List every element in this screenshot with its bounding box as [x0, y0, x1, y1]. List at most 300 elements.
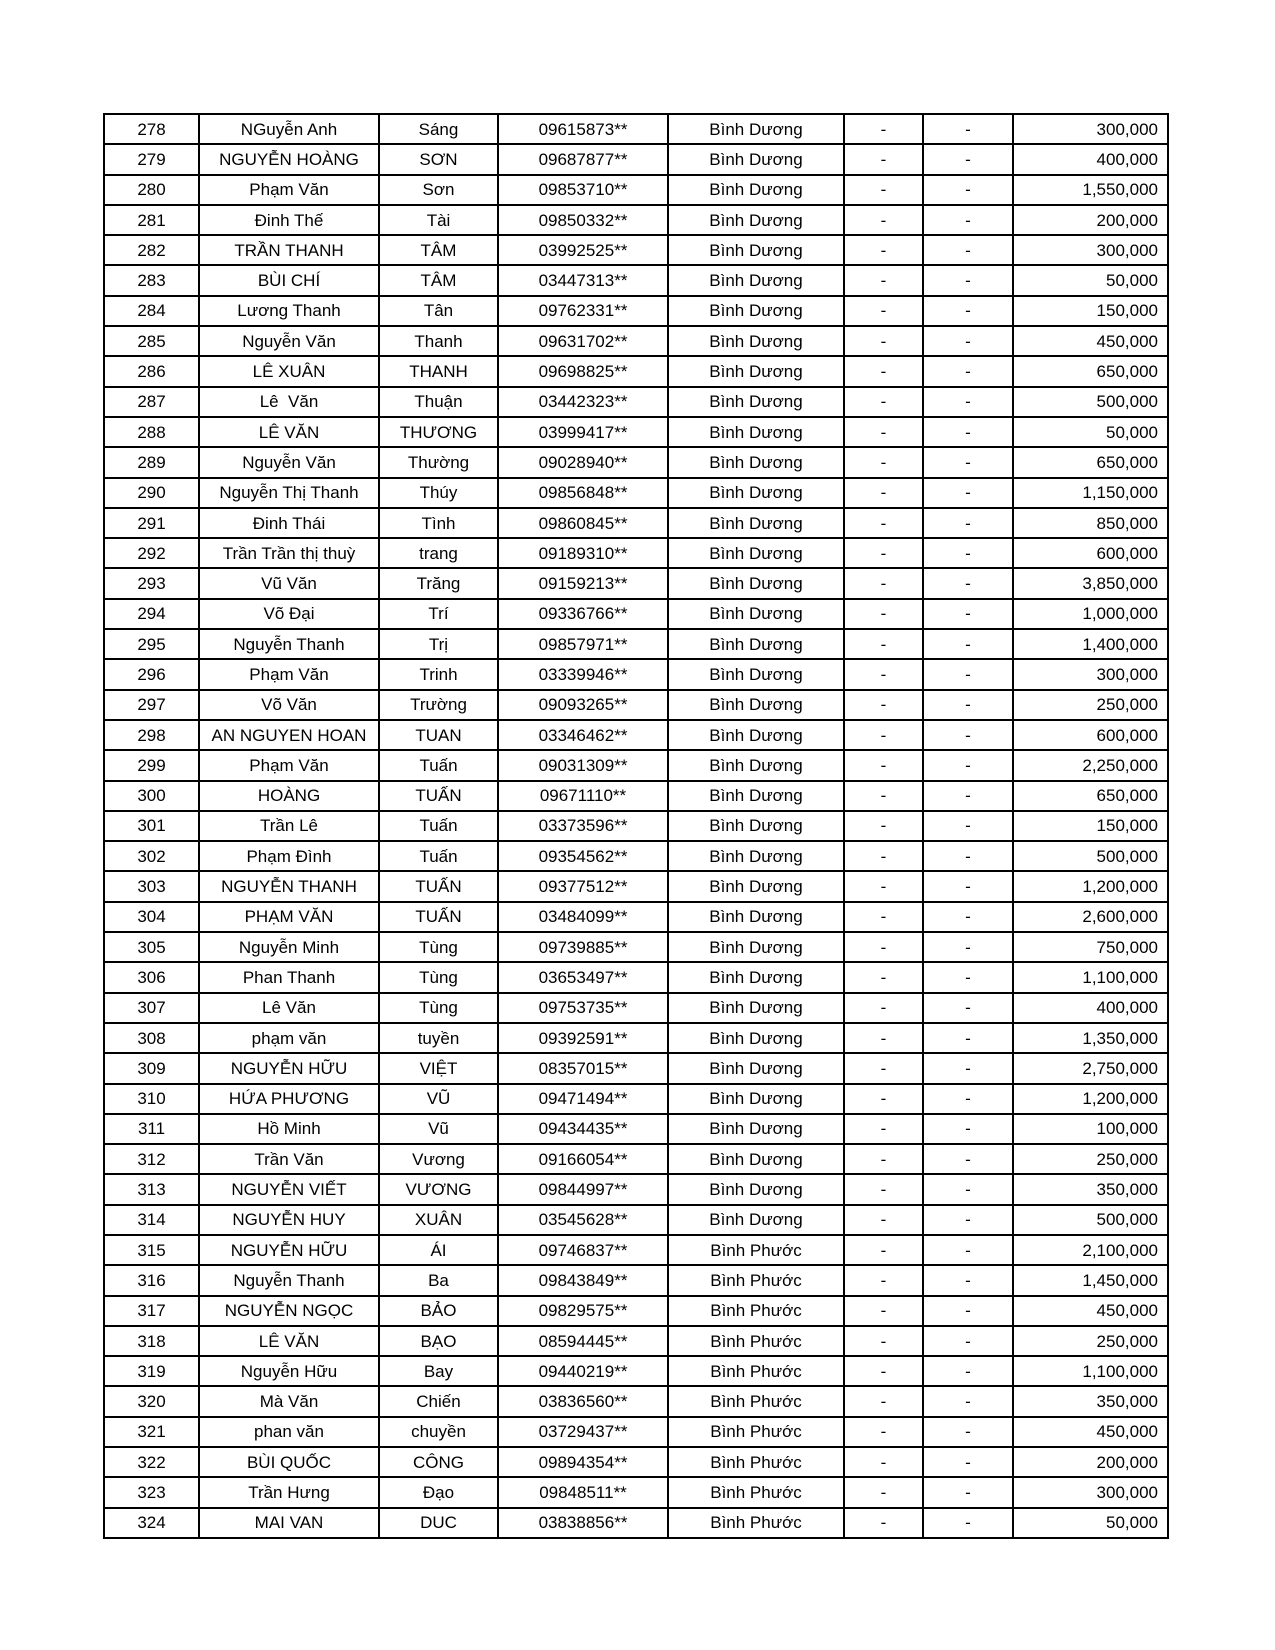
cell-first_name: Phạm Văn: [199, 659, 379, 689]
cell-amount: 2,250,000: [1013, 750, 1168, 780]
cell-amount: 2,750,000: [1013, 1053, 1168, 1083]
cell-dash_1: -: [844, 1508, 923, 1538]
cell-dash_2: -: [923, 871, 1013, 901]
cell-dash_1: -: [844, 659, 923, 689]
cell-phone: 03442323**: [498, 387, 668, 417]
cell-index: 300: [104, 781, 199, 811]
cell-province: Bình Phước: [668, 1265, 844, 1295]
cell-dash_2: -: [923, 781, 1013, 811]
cell-first_name: Nguyễn Thanh: [199, 1265, 379, 1295]
cell-dash_1: -: [844, 144, 923, 174]
table-row: [104, 1084, 1168, 1114]
cell-index: 322: [104, 1447, 199, 1477]
cell-dash_1: -: [844, 1114, 923, 1144]
cell-phone: 03346462**: [498, 720, 668, 750]
cell-amount: 600,000: [1013, 538, 1168, 568]
table-row: [104, 508, 1168, 538]
cell-first_name: NGUYỄN HOÀNG: [199, 144, 379, 174]
cell-province: Bình Dương: [668, 781, 844, 811]
cell-dash_2: -: [923, 1205, 1013, 1235]
cell-amount: 200,000: [1013, 1447, 1168, 1477]
cell-phone: 09159213**: [498, 568, 668, 598]
cell-amount: 1,550,000: [1013, 175, 1168, 205]
cell-amount: 250,000: [1013, 1326, 1168, 1356]
cell-province: Bình Dương: [668, 447, 844, 477]
table-row: [104, 720, 1168, 750]
cell-dash_2: -: [923, 1417, 1013, 1447]
cell-dash_2: -: [923, 811, 1013, 841]
cell-last_name: TÂM: [379, 265, 498, 295]
table-body: [104, 114, 1168, 1538]
cell-dash_1: -: [844, 568, 923, 598]
cell-phone: 09687877**: [498, 144, 668, 174]
cell-index: 312: [104, 1144, 199, 1174]
cell-last_name: Sáng: [379, 114, 498, 144]
cell-last_name: Trăng: [379, 568, 498, 598]
table-row: [104, 235, 1168, 265]
cell-phone: 09894354**: [498, 1447, 668, 1477]
cell-last_name: CÔNG: [379, 1447, 498, 1477]
cell-first_name: NGUYỄN THANH: [199, 871, 379, 901]
cell-amount: 750,000: [1013, 932, 1168, 962]
cell-phone: 03339946**: [498, 659, 668, 689]
cell-province: Bình Phước: [668, 1326, 844, 1356]
cell-last_name: DUC: [379, 1508, 498, 1538]
cell-first_name: Phạm Văn: [199, 175, 379, 205]
cell-last_name: TUẤN: [379, 781, 498, 811]
cell-first_name: Phạm Đình: [199, 841, 379, 871]
cell-dash_2: -: [923, 326, 1013, 356]
cell-dash_1: -: [844, 478, 923, 508]
cell-phone: 09856848**: [498, 478, 668, 508]
cell-first_name: NGUYỄN HỮU: [199, 1235, 379, 1265]
cell-dash_2: -: [923, 508, 1013, 538]
cell-first_name: Nguyễn Minh: [199, 932, 379, 962]
cell-index: 317: [104, 1296, 199, 1326]
cell-index: 278: [104, 114, 199, 144]
cell-dash_1: -: [844, 902, 923, 932]
cell-phone: 09166054**: [498, 1144, 668, 1174]
cell-amount: 500,000: [1013, 841, 1168, 871]
cell-province: Bình Dương: [668, 902, 844, 932]
cell-phone: 03653497**: [498, 962, 668, 992]
table-row: [104, 932, 1168, 962]
cell-first_name: AN NGUYEN HOAN: [199, 720, 379, 750]
cell-first_name: MAI VAN: [199, 1508, 379, 1538]
cell-dash_2: -: [923, 205, 1013, 235]
table-row: [104, 659, 1168, 689]
cell-province: Bình Dương: [668, 356, 844, 386]
cell-province: Bình Dương: [668, 1053, 844, 1083]
table-row: [104, 205, 1168, 235]
table-row: [104, 750, 1168, 780]
cell-phone: 09698825**: [498, 356, 668, 386]
cell-index: 324: [104, 1508, 199, 1538]
cell-dash_2: -: [923, 993, 1013, 1023]
cell-first_name: Hồ Minh: [199, 1114, 379, 1144]
cell-amount: 50,000: [1013, 265, 1168, 295]
cell-index: 311: [104, 1114, 199, 1144]
cell-index: 306: [104, 962, 199, 992]
cell-dash_2: -: [923, 356, 1013, 386]
cell-phone: 09843849**: [498, 1265, 668, 1295]
cell-province: Bình Phước: [668, 1296, 844, 1326]
cell-dash_1: -: [844, 599, 923, 629]
cell-province: Bình Dương: [668, 326, 844, 356]
cell-index: 313: [104, 1174, 199, 1204]
cell-index: 299: [104, 750, 199, 780]
cell-first_name: Đinh Thế: [199, 205, 379, 235]
cell-index: 316: [104, 1265, 199, 1295]
cell-phone: 09336766**: [498, 599, 668, 629]
table-row: [104, 1053, 1168, 1083]
cell-index: 289: [104, 447, 199, 477]
cell-phone: 09844997**: [498, 1174, 668, 1204]
cell-dash_1: -: [844, 235, 923, 265]
cell-amount: 50,000: [1013, 1508, 1168, 1538]
cell-dash_1: -: [844, 1296, 923, 1326]
cell-dash_1: -: [844, 326, 923, 356]
cell-amount: 1,100,000: [1013, 962, 1168, 992]
cell-dash_2: -: [923, 1114, 1013, 1144]
table-row: [104, 538, 1168, 568]
cell-first_name: PHẠM VĂN: [199, 902, 379, 932]
cell-dash_2: -: [923, 902, 1013, 932]
cell-first_name: Lương Thanh: [199, 296, 379, 326]
cell-dash_1: -: [844, 1084, 923, 1114]
cell-amount: 150,000: [1013, 811, 1168, 841]
cell-amount: 650,000: [1013, 781, 1168, 811]
cell-first_name: Mà Văn: [199, 1386, 379, 1416]
cell-phone: 03836560**: [498, 1386, 668, 1416]
cell-phone: 09434435**: [498, 1114, 668, 1144]
cell-dash_2: -: [923, 1023, 1013, 1053]
cell-province: Bình Phước: [668, 1417, 844, 1447]
cell-last_name: Trinh: [379, 659, 498, 689]
cell-amount: 1,100,000: [1013, 1356, 1168, 1386]
table-row: [104, 1023, 1168, 1053]
cell-dash_1: -: [844, 114, 923, 144]
cell-province: Bình Phước: [668, 1235, 844, 1265]
cell-phone: 03373596**: [498, 811, 668, 841]
cell-amount: 500,000: [1013, 387, 1168, 417]
cell-index: 320: [104, 1386, 199, 1416]
cell-phone: 03729437**: [498, 1417, 668, 1447]
cell-last_name: BẢO: [379, 1296, 498, 1326]
cell-phone: 09028940**: [498, 447, 668, 477]
cell-dash_1: -: [844, 871, 923, 901]
cell-province: Bình Dương: [668, 175, 844, 205]
cell-phone: 09615873**: [498, 114, 668, 144]
cell-province: Bình Dương: [668, 568, 844, 598]
cell-dash_2: -: [923, 478, 1013, 508]
cell-first_name: Võ Văn: [199, 690, 379, 720]
table-row: [104, 1326, 1168, 1356]
cell-dash_1: -: [844, 508, 923, 538]
cell-first_name: Nguyễn Hữu: [199, 1356, 379, 1386]
cell-dash_2: -: [923, 417, 1013, 447]
cell-last_name: Trị: [379, 629, 498, 659]
cell-amount: 300,000: [1013, 1477, 1168, 1507]
cell-index: 314: [104, 1205, 199, 1235]
cell-index: 281: [104, 205, 199, 235]
cell-dash_2: -: [923, 1235, 1013, 1265]
cell-dash_1: -: [844, 356, 923, 386]
cell-province: Bình Dương: [668, 720, 844, 750]
cell-dash_2: -: [923, 387, 1013, 417]
cell-last_name: Vương: [379, 1144, 498, 1174]
cell-first_name: HỨA PHƯƠNG: [199, 1084, 379, 1114]
cell-last_name: Tùng: [379, 993, 498, 1023]
cell-dash_2: -: [923, 1356, 1013, 1386]
cell-last_name: Thúy: [379, 478, 498, 508]
cell-dash_2: -: [923, 114, 1013, 144]
cell-dash_2: -: [923, 750, 1013, 780]
cell-index: 301: [104, 811, 199, 841]
cell-last_name: Tuấn: [379, 841, 498, 871]
cell-index: 303: [104, 871, 199, 901]
cell-last_name: Tuấn: [379, 750, 498, 780]
cell-amount: 350,000: [1013, 1386, 1168, 1416]
cell-last_name: Vũ: [379, 1114, 498, 1144]
cell-phone: 09857971**: [498, 629, 668, 659]
cell-province: Bình Dương: [668, 296, 844, 326]
cell-last_name: Tài: [379, 205, 498, 235]
cell-province: Bình Dương: [668, 599, 844, 629]
cell-index: 319: [104, 1356, 199, 1386]
cell-phone: 09739885**: [498, 932, 668, 962]
cell-province: Bình Dương: [668, 1114, 844, 1144]
cell-phone: 03992525**: [498, 235, 668, 265]
cell-phone: 09377512**: [498, 871, 668, 901]
cell-amount: 450,000: [1013, 326, 1168, 356]
table-row: [104, 781, 1168, 811]
table-row: [104, 387, 1168, 417]
cell-dash_1: -: [844, 265, 923, 295]
cell-first_name: NGuyễn Anh: [199, 114, 379, 144]
table-row: [104, 629, 1168, 659]
cell-last_name: Trí: [379, 599, 498, 629]
cell-first_name: HOÀNG: [199, 781, 379, 811]
cell-phone: 09440219**: [498, 1356, 668, 1386]
cell-dash_1: -: [844, 1023, 923, 1053]
table-row: [104, 114, 1168, 144]
cell-index: 298: [104, 720, 199, 750]
cell-last_name: chuyền: [379, 1417, 498, 1447]
cell-index: 307: [104, 993, 199, 1023]
cell-last_name: Ba: [379, 1265, 498, 1295]
cell-dash_1: -: [844, 538, 923, 568]
cell-index: 309: [104, 1053, 199, 1083]
cell-province: Bình Dương: [668, 1144, 844, 1174]
cell-last_name: TUẤN: [379, 902, 498, 932]
cell-dash_2: -: [923, 1326, 1013, 1356]
cell-dash_2: -: [923, 1386, 1013, 1416]
cell-phone: 09671110**: [498, 781, 668, 811]
cell-amount: 1,400,000: [1013, 629, 1168, 659]
cell-dash_1: -: [844, 387, 923, 417]
cell-first_name: BÙI QUỐC: [199, 1447, 379, 1477]
cell-phone: 09850332**: [498, 205, 668, 235]
cell-dash_2: -: [923, 296, 1013, 326]
cell-amount: 1,200,000: [1013, 871, 1168, 901]
cell-last_name: SƠN: [379, 144, 498, 174]
cell-province: Bình Dương: [668, 750, 844, 780]
table-row: [104, 478, 1168, 508]
cell-province: Bình Dương: [668, 811, 844, 841]
cell-index: 321: [104, 1417, 199, 1447]
cell-first_name: TRẦN THANH: [199, 235, 379, 265]
cell-dash_1: -: [844, 1356, 923, 1386]
cell-index: 279: [104, 144, 199, 174]
cell-province: Bình Dương: [668, 508, 844, 538]
cell-amount: 850,000: [1013, 508, 1168, 538]
cell-province: Bình Dương: [668, 114, 844, 144]
cell-first_name: LÊ XUÂN: [199, 356, 379, 386]
cell-last_name: THƯƠNG: [379, 417, 498, 447]
table-row: [104, 1296, 1168, 1326]
cell-dash_2: -: [923, 659, 1013, 689]
cell-phone: 09471494**: [498, 1084, 668, 1114]
cell-phone: 09631702**: [498, 326, 668, 356]
cell-dash_2: -: [923, 447, 1013, 477]
cell-index: 291: [104, 508, 199, 538]
cell-province: Bình Dương: [668, 235, 844, 265]
cell-dash_1: -: [844, 1205, 923, 1235]
cell-amount: 600,000: [1013, 720, 1168, 750]
cell-amount: 50,000: [1013, 417, 1168, 447]
cell-amount: 250,000: [1013, 690, 1168, 720]
table-row: [104, 296, 1168, 326]
cell-last_name: TUAN: [379, 720, 498, 750]
cell-last_name: XUÂN: [379, 1205, 498, 1235]
cell-province: Bình Dương: [668, 1023, 844, 1053]
cell-province: Bình Dương: [668, 1174, 844, 1204]
cell-index: 282: [104, 235, 199, 265]
table-row: [104, 690, 1168, 720]
cell-last_name: Thường: [379, 447, 498, 477]
table-row: [104, 1174, 1168, 1204]
cell-last_name: THANH: [379, 356, 498, 386]
cell-dash_1: -: [844, 205, 923, 235]
cell-index: 302: [104, 841, 199, 871]
cell-last_name: Tùng: [379, 962, 498, 992]
cell-last_name: Tuấn: [379, 811, 498, 841]
cell-amount: 2,600,000: [1013, 902, 1168, 932]
table-row: [104, 568, 1168, 598]
cell-index: 315: [104, 1235, 199, 1265]
cell-index: 323: [104, 1477, 199, 1507]
cell-province: Bình Dương: [668, 1084, 844, 1114]
cell-index: 286: [104, 356, 199, 386]
table-row: [104, 599, 1168, 629]
cell-dash_1: -: [844, 1386, 923, 1416]
table-row: [104, 1144, 1168, 1174]
cell-amount: 1,450,000: [1013, 1265, 1168, 1295]
cell-province: Bình Dương: [668, 387, 844, 417]
cell-dash_2: -: [923, 144, 1013, 174]
cell-province: Bình Phước: [668, 1447, 844, 1477]
cell-amount: 200,000: [1013, 205, 1168, 235]
cell-province: Bình Dương: [668, 144, 844, 174]
cell-province: Bình Dương: [668, 871, 844, 901]
cell-dash_1: -: [844, 993, 923, 1023]
table-row: [104, 962, 1168, 992]
cell-dash_2: -: [923, 1477, 1013, 1507]
cell-last_name: tuyền: [379, 1023, 498, 1053]
cell-province: Bình Dương: [668, 629, 844, 659]
cell-amount: 2,100,000: [1013, 1235, 1168, 1265]
cell-amount: 3,850,000: [1013, 568, 1168, 598]
cell-amount: 650,000: [1013, 356, 1168, 386]
cell-province: Bình Dương: [668, 932, 844, 962]
cell-phone: 09762331**: [498, 296, 668, 326]
cell-dash_2: -: [923, 1508, 1013, 1538]
table-row: [104, 356, 1168, 386]
cell-index: 308: [104, 1023, 199, 1053]
cell-phone: 03545628**: [498, 1205, 668, 1235]
cell-last_name: Tân: [379, 296, 498, 326]
cell-dash_1: -: [844, 811, 923, 841]
cell-dash_1: -: [844, 417, 923, 447]
cell-first_name: Trần Lê: [199, 811, 379, 841]
cell-first_name: NGUYỄN NGỌC: [199, 1296, 379, 1326]
cell-first_name: Đinh Thái: [199, 508, 379, 538]
cell-dash_2: -: [923, 690, 1013, 720]
cell-amount: 300,000: [1013, 235, 1168, 265]
beneficiary-table: [103, 113, 1169, 1539]
cell-first_name: Vũ Văn: [199, 568, 379, 598]
table-row: [104, 902, 1168, 932]
table-row: [104, 175, 1168, 205]
cell-last_name: Thuận: [379, 387, 498, 417]
cell-province: Bình Phước: [668, 1356, 844, 1386]
cell-amount: 1,200,000: [1013, 1084, 1168, 1114]
cell-index: 285: [104, 326, 199, 356]
cell-index: 295: [104, 629, 199, 659]
cell-first_name: LÊ VĂN: [199, 1326, 379, 1356]
cell-dash_1: -: [844, 690, 923, 720]
cell-dash_1: -: [844, 932, 923, 962]
cell-dash_2: -: [923, 962, 1013, 992]
cell-dash_1: -: [844, 1447, 923, 1477]
cell-first_name: phạm văn: [199, 1023, 379, 1053]
table-row: [104, 417, 1168, 447]
cell-last_name: Chiến: [379, 1386, 498, 1416]
cell-dash_2: -: [923, 568, 1013, 598]
cell-dash_2: -: [923, 720, 1013, 750]
cell-index: 292: [104, 538, 199, 568]
cell-dash_1: -: [844, 1417, 923, 1447]
table-row: [104, 1417, 1168, 1447]
cell-first_name: NGUYỄN HUY: [199, 1205, 379, 1235]
cell-province: Bình Dương: [668, 690, 844, 720]
cell-phone: 03484099**: [498, 902, 668, 932]
cell-dash_1: -: [844, 781, 923, 811]
cell-amount: 150,000: [1013, 296, 1168, 326]
cell-dash_1: -: [844, 1477, 923, 1507]
table-row: [104, 1265, 1168, 1295]
cell-dash_2: -: [923, 175, 1013, 205]
cell-phone: 09093265**: [498, 690, 668, 720]
cell-first_name: Nguyễn Thanh: [199, 629, 379, 659]
cell-dash_2: -: [923, 538, 1013, 568]
table-row: [104, 993, 1168, 1023]
cell-dash_1: -: [844, 1174, 923, 1204]
cell-last_name: Trường: [379, 690, 498, 720]
table-row: [104, 811, 1168, 841]
cell-first_name: Nguyễn Văn: [199, 447, 379, 477]
